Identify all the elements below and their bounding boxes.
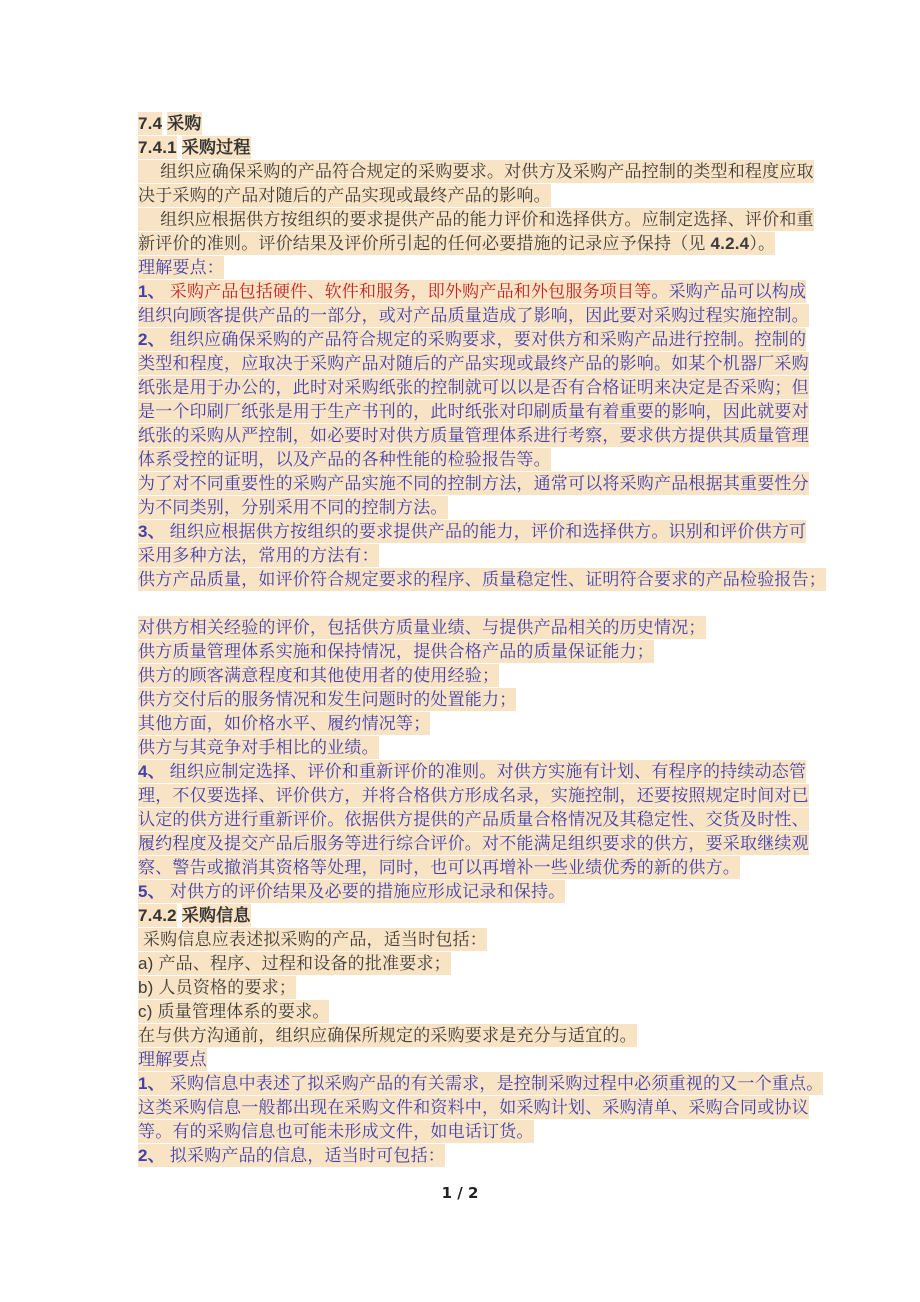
text-segment: 采购信息应表述拟采购的产品，适当时包括： (138, 930, 487, 949)
document-lines (138, 112, 838, 1168)
text-line (138, 952, 838, 976)
text-segment: 7.4 (138, 114, 163, 133)
text-segment: 采购信息 (181, 906, 251, 925)
text-segment: 体系受控的证明，以及产品的各种性能的检验报告等。 (138, 450, 551, 469)
text-segment: 供方与其竞争对手相比的业绩。 (138, 738, 379, 757)
text-segment: 其他方面，如价格水平、履约情况等； (138, 714, 431, 733)
text-line (138, 904, 838, 928)
text-segment: 组织向顾客提供产品的一部分，或对产品质量造成了影响，因此要对采购过程实施控制。 (138, 306, 809, 325)
text-line (138, 616, 838, 640)
text-segment: b) 人员资格的要求； (138, 978, 297, 997)
text-segment: 履约程度及提交产品后服务等进行综合评价。对不能满足组织要求的供方，要采取继续观 (138, 834, 809, 853)
text-segment: 供方质量管理体系实施和保持情况，提供合格产品的质量保证能力； (138, 642, 654, 661)
text-line (138, 544, 838, 568)
text-segment: 1、 (138, 1074, 170, 1093)
text-line (138, 664, 838, 688)
text-segment: 采购过程 (181, 138, 251, 157)
text-line (138, 592, 838, 616)
text-segment: 供方产品质量，如评价符合规定要求的程序、质量稳定性、证明符合要求的产品检验报告； (138, 570, 826, 589)
text-segment: 这类采购信息一般都出现在采购文件和资料中，如采购计划、采购清单、采购合同或协议 (138, 1098, 809, 1117)
page-number: 1 / 2 (441, 1184, 479, 1202)
text-segment: 对供方相关经验的评价，包括供方质量业绩、与提供产品相关的历史情况； (138, 618, 706, 637)
text-line (138, 520, 838, 544)
text-line (138, 760, 838, 784)
text-segment: 拟采购产品的信息，适当时可包括： (169, 1146, 445, 1165)
text-segment: 认定的供方进行重新评价。依据供方提供的产品质量合格情况及其稳定性、交货及时性、 (138, 810, 809, 829)
text-segment: 5、 (138, 882, 170, 901)
text-segment: 1、 (138, 282, 170, 301)
text-segment: 类型和程度，应取决于采购产品对随后的产品实现或最终产品的影响。如某个机器厂采购 (138, 354, 809, 373)
text-segment: 决于采购的产品对随后的产品实现或最终产品的影响。 (138, 186, 551, 205)
text-segment: a) 产品、程序、过程和设备的批准要求； (138, 954, 451, 973)
text-line (138, 448, 838, 472)
text-line (138, 232, 838, 256)
text-line (138, 160, 838, 184)
text-line (138, 280, 838, 304)
text-segment: 组织应确保采购的产品符合规定的采购要求，要对供方和采购产品进行控制。控制的 (169, 330, 807, 349)
text-segment: 采用多种方法，常用的方法有： (138, 546, 379, 565)
text-segment: 对供方的评价结果及必要的措施应形成记录和保持。 (169, 882, 566, 901)
text-line (138, 304, 838, 328)
text-segment: 。采购产品可以构成 (651, 282, 807, 301)
text-segment: 3、 (138, 522, 170, 541)
text-segment: 采购信息中表述了拟采购产品的有关需求，是控制采购过程中必须重视的又一个重点。 (169, 1074, 824, 1093)
text-segment: 察、警告或撤消其资格等处理，同时，也可以再增补一些业绩优秀的新的供方。 (138, 858, 740, 877)
text-line (138, 496, 838, 520)
text-segment: 7.4.1 (138, 138, 177, 157)
text-line (138, 1000, 838, 1024)
text-line (138, 424, 838, 448)
text-segment: 4、 (138, 762, 170, 781)
text-segment: 采购产品包括硬件、软件和服务，即外购产品和外包服务项目等 (169, 282, 652, 301)
text-line (138, 832, 838, 856)
text-line (138, 328, 838, 352)
text-segment: ）。 (749, 234, 776, 253)
text-line (138, 736, 838, 760)
text-line (138, 376, 838, 400)
text-segment: 组织应根据供方按组织的要求提供产品的能力，评价和选择供方。识别和评价供方可 (169, 522, 807, 541)
text-line (138, 1120, 838, 1144)
text-segment: 供方的顾客满意程度和其他使用者的使用经验； (138, 666, 500, 685)
text-line (138, 1024, 838, 1048)
text-segment: 纸张是用于办公的，此时对采购纸张的控制就可以以是否有合格证明来决定是否采购；但 (138, 378, 809, 397)
text-segment: 4.2.4 (710, 234, 750, 253)
text-line (138, 184, 838, 208)
text-segment: 7.4.2 (138, 906, 177, 925)
text-line (138, 808, 838, 832)
text-line (138, 208, 838, 232)
text-segment: c) 质量管理体系的要求。 (138, 1002, 330, 1021)
text-line (138, 928, 838, 952)
text-segment: 纸张的采购从严控制，如必要时对供方质量管理体系进行考察，要求供方提供其质量管理 (138, 426, 809, 445)
text-line (138, 784, 838, 808)
text-segment: 是一个印刷厂纸张是用于生产书刊的，此时纸张对印刷质量有着重要的影响，因此就要对 (138, 402, 809, 421)
text-line (138, 136, 838, 160)
text-segment: 供方交付后的服务情况和发生问题时的处置能力； (138, 690, 517, 709)
text-line (138, 112, 838, 136)
text-line (138, 472, 838, 496)
text-segment: 组织应根据供方按组织的要求提供产品的能力评价和选择供方。应制定选择、评价和重 (138, 210, 814, 229)
text-segment: 等。有的采购信息也可能未形成文件，如电话订货。 (138, 1122, 534, 1141)
text-segment: 理，不仅要选择、评价供方，并将合格供方形成名录，实施控制，还要按照规定时间对已 (138, 786, 809, 805)
text-line (138, 1096, 838, 1120)
text-line (138, 640, 838, 664)
text-line (138, 256, 838, 280)
text-line (138, 400, 838, 424)
text-segment: 在与供方沟通前，组织应确保所规定的采购要求是充分与适宜的。 (138, 1026, 637, 1045)
text-segment: 2、 (138, 1146, 170, 1165)
text-line (138, 352, 838, 376)
text-segment: 为不同类别，分别采用不同的控制方法。 (138, 498, 448, 517)
text-line (138, 976, 838, 1000)
text-segment: 组织应制定选择、评价和重新评价的准则。对供方实施有计划、有程序的持续动态管 (169, 762, 807, 781)
text-line (138, 856, 838, 880)
text-segment: 组织应确保采购的产品符合规定的采购要求。对供方及采购产品控制的类型和程度应取 (138, 162, 814, 181)
text-segment: 采购 (167, 114, 202, 133)
text-line (138, 880, 838, 904)
text-line (138, 712, 838, 736)
text-segment: 新评价的准则。评价结果及评价所引起的任何必要措施的记录应予保持（见 (138, 234, 711, 253)
text-segment: 理解要点： (138, 258, 224, 277)
text-segment: 理解要点 (138, 1050, 207, 1069)
text-line (138, 1144, 838, 1168)
text-line (138, 688, 838, 712)
text-line (138, 568, 838, 592)
text-segment: 2、 (138, 330, 170, 349)
text-line (138, 1072, 838, 1096)
text-segment: 为了对不同重要性的采购产品实施不同的控制方法，通常可以将采购产品根据其重要性分 (138, 474, 809, 493)
text-line (138, 1048, 838, 1072)
